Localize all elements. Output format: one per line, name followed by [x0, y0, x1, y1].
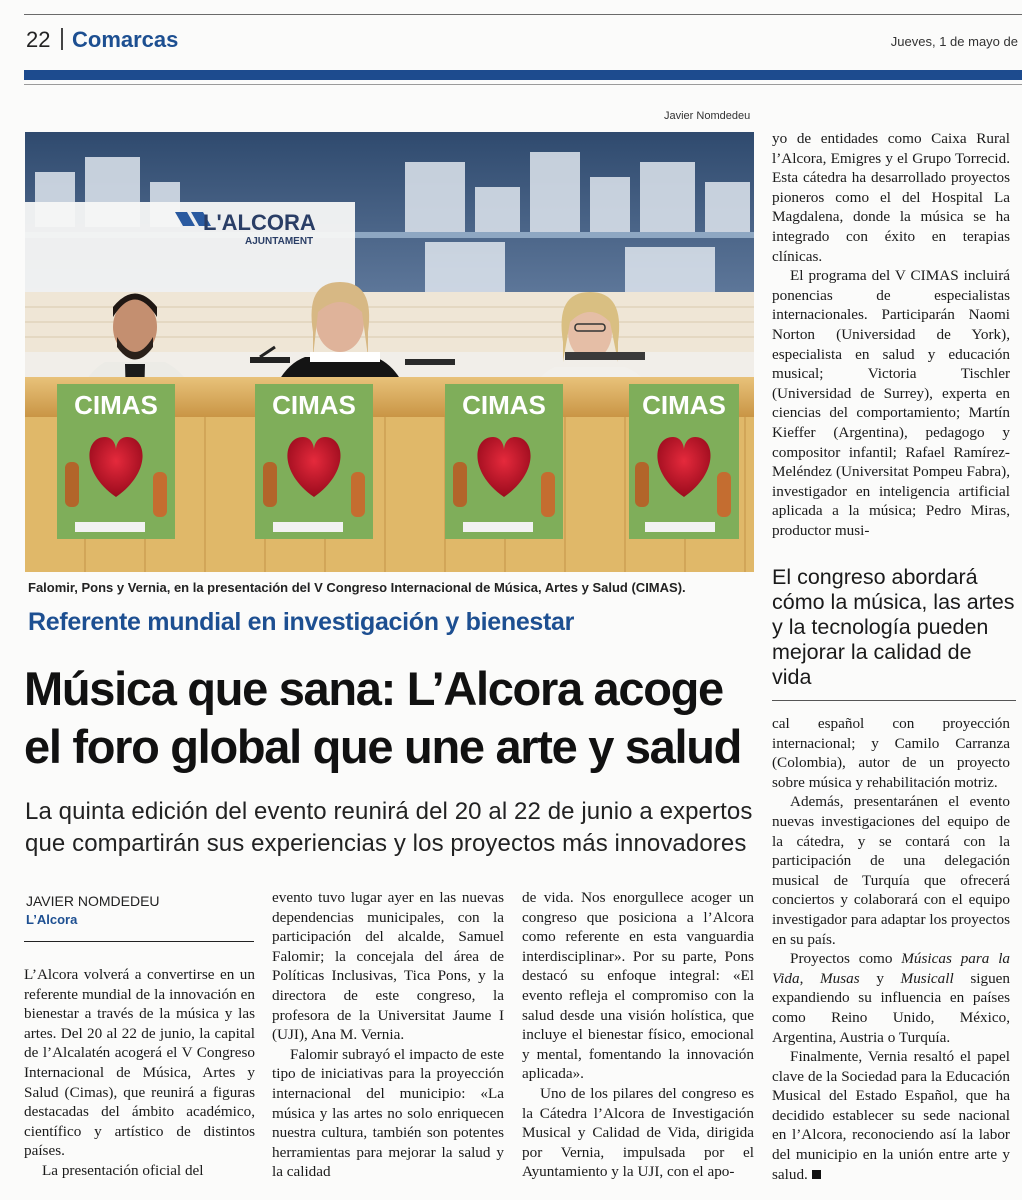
cimas-poster: [57, 384, 175, 539]
project-name: Musicall: [900, 969, 954, 987]
text-run: y: [859, 969, 901, 987]
end-mark-icon: [812, 1170, 821, 1179]
author-name: JAVIER NOMDEDEU: [26, 893, 160, 909]
body-column-4-bottom: [772, 714, 1010, 1184]
project-name: Musas: [820, 969, 860, 987]
poster-title: CIMAS: [74, 390, 158, 420]
body-column-1: [24, 965, 255, 1181]
header-separator: [61, 28, 63, 50]
press-photo: [25, 132, 754, 572]
paragraph: La presentación oficial del: [42, 1161, 204, 1179]
body-column-4-top: [772, 129, 1010, 540]
pull-quote: El congreso abordará cómo la música, las artes y la tecnología pueden mejorar la calidad de vida: [772, 565, 1015, 689]
author-rule: [24, 941, 254, 942]
paragraph: [772, 949, 1010, 1047]
paragraph: Además, presentaránen el evento nuevas investigaciones del equipo de la cátedra, y se contará con la participación de una delegación musical de Turquía que ofrecerá conciertos y colaborará con el equipo investigador para adaptar los proyectos en su país.: [772, 793, 1010, 948]
poster-title: CIMAS: [642, 390, 726, 420]
project-name: Músicas para la Vida: [772, 950, 1011, 987]
poster-title: CIMAS: [462, 390, 546, 420]
text-run: ,: [799, 969, 820, 987]
pull-quote-rule: [772, 700, 1016, 701]
body-column-2: [272, 888, 504, 1182]
page-number: 22: [26, 27, 51, 52]
top-rule: [24, 14, 1022, 15]
cimas-poster: [629, 384, 739, 539]
section-bar: [24, 70, 1022, 80]
paragraph: yo de entidades como Caixa Rural l’Alcora, Emigres y el Grupo Torrecid. Esta cátedra ha desarrollado proyectos pioneros como el del Hospital La Magdalena, donde la música se ha integrado con éxito en terapias clínicas.: [772, 130, 1010, 265]
dateline-place: L’Alcora: [26, 912, 78, 927]
headline: [24, 660, 764, 776]
paragraph: Uno de los pilares del congreso es la Cátedra l’Alcora de Investigación Musical y Calidad de Vida, dirigida por Vernia, impulsada por el Ayuntamiento y la UJI, con el apo-: [522, 1084, 754, 1181]
photo-caption: Falomir, Pons y Vernia, en la presentación del V Congreso Internacional de Música, Artes y Salud (CIMAS).: [28, 580, 686, 595]
text-run: Finalmente, Vernia resaltó el papel clave de la Sociedad para la Educación Musical del Estado Español, que ha decidido establecer su sede nacional en l’Alcora, reconociendo así la labor del municipio en la unión entre arte y salud.: [772, 1048, 1010, 1183]
headline-line: el foro global que une arte y salud: [24, 720, 742, 773]
paragraph: L’Alcora volverá a convertirse en un referente mundial de la innovación en bienestar a través de la música y las artes. Del 20 al 22 de junio, la capital de l’Alcalatén acogerá el V Congreso Internacional de Música, Artes y Salud (Cimas), que reunirá a figuras destacadas del ámbito académico, científico y artístico de distintos países.: [24, 966, 255, 1160]
paragraph: Falomir subrayó el impacto de este tipo de iniciativas para la proyección internacional del municipio: «La música y las artes no solo enriquecen nuestra cultura, también son potentes herramientas para mejorar la salud y la calidad: [272, 1045, 504, 1181]
body-column-3: [522, 888, 754, 1182]
cimas-poster: [445, 384, 563, 539]
text-run: siguen expandiendo su influencia en países como Reino Unido, México, Argentina, Austria o Turquía.: [772, 969, 1010, 1046]
text-run: Proyectos como: [790, 950, 902, 968]
headline-line: Música que sana: L’Alcora acoge: [24, 662, 723, 715]
paragraph: de vida. Nos enorgullece acoger un congreso que posiciona a l’Alcora como referente en esta vanguardia interdisciplinar». Por su parte, Pons destacó su enfoque integral: «El evento refleja el compromiso con la salud desde una visión holística, que incluye el bienestar físico, emocional y mental, fomentando la innovación aplicada».: [522, 889, 754, 1083]
header-rule: [24, 84, 1022, 85]
subheadline: [25, 796, 765, 860]
logo-text: L'ALCORA: [203, 210, 316, 235]
photo-credit: Javier Nomdedeu: [664, 110, 751, 122]
cimas-poster: [255, 384, 373, 539]
paragraph: evento tuvo lugar ayer en las nuevas dependencias municipales, con la participación del alcalde, Samuel Falomir; la concejala del área de Políticas Inclusivas, Tica Pons, y la directora de este congreso, la profesora de la Universitat Jaume I (UJI), Ana M. Vernia.: [272, 889, 504, 1044]
paragraph: cal español con proyección internacional; y Camilo Carranza (Colombia), autor de un proyecto sobre música y rehabilitación motriz.: [772, 715, 1010, 791]
poster-title: CIMAS: [272, 390, 356, 420]
paragraph: El programa del V CIMAS incluirá ponencias de especialistas internacionales. Participarán Naomi Norton (Universidad de York), especialista en salud y educación musical; Victoria Tischler (Universidad de Surrey), experta en ciencias del comportamiento; Martín Kieffer (Argentina), pedagogo y compositor infantil; Rafael Ramírez-Meléndez (Universitat Pompeu Fabra), investigador en inteligencia artificial aplicada a la música; Pedro Miras, productor musi-: [772, 267, 1010, 539]
kicker: Referente mundial en investigación y bienestar: [28, 608, 575, 636]
logo-subtext: AJUNTAMENT: [245, 236, 314, 247]
subhead-line: La quinta edición del evento reunirá del 20 al 22 de junio a expertos: [25, 798, 753, 825]
subhead-line: que compartirán sus experiencias y los proyectos más innovadores: [25, 830, 747, 857]
paragraph: [772, 1047, 1010, 1184]
issue-date: Jueves, 1 de mayo de: [890, 34, 1018, 49]
section-title: Comarcas: [72, 27, 179, 52]
